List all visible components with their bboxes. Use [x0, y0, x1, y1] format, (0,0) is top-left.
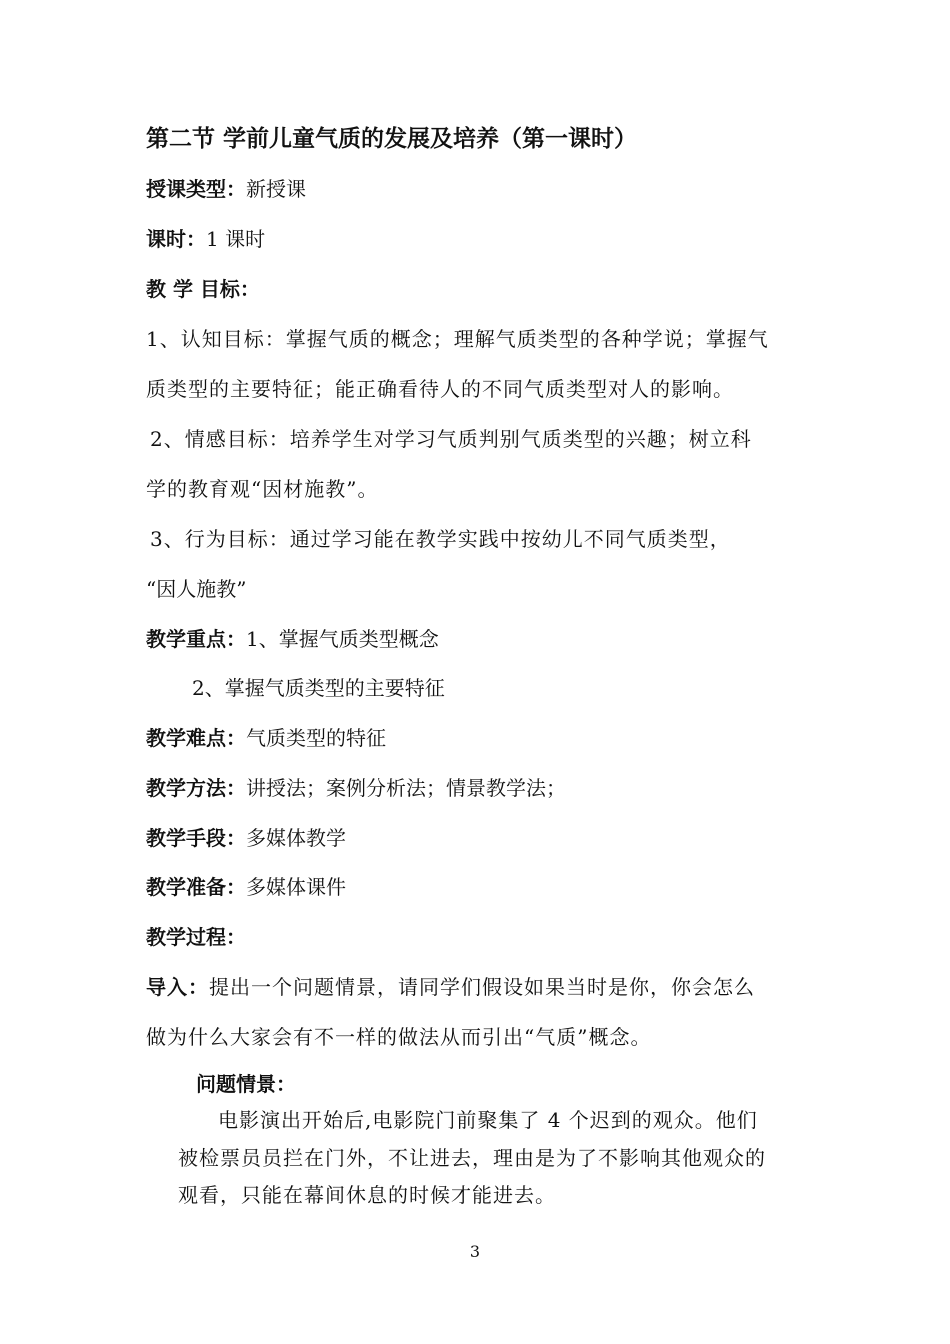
intro-text-1: 提出一个问题情景，请同学们假设如果当时是你，你会怎么 — [209, 975, 755, 999]
scenario-line-2: 被检票员员拦在门外，不让进去，理由是为了不影响其他观众的 — [178, 1146, 766, 1170]
difficulty-line — [146, 725, 386, 751]
objective-3-line-1: 3、行为目标：通过学习能在教学实践中按幼儿不同气质类型， — [150, 527, 731, 551]
objectives-heading: 教 学 目标： — [146, 277, 260, 301]
means-value: 多媒体教学 — [246, 826, 346, 850]
means-label: 教学手段： — [146, 826, 246, 850]
key-points-line — [146, 626, 439, 652]
difficulty-value: 气质类型的特征 — [246, 726, 386, 750]
hours-label: 课时： — [146, 227, 206, 251]
scenario-line-1: 电影演出开始后,电影院门前聚集了 4 个迟到的观众。他们 — [218, 1108, 758, 1132]
scenario-line-3: 观看，只能在幕间休息的时候才能进去。 — [178, 1183, 556, 1207]
key-point-2: 2、掌握气质类型的主要特征 — [192, 676, 445, 700]
means-line — [146, 825, 346, 851]
hours-value: 1 课时 — [206, 227, 266, 251]
methods-line — [146, 775, 566, 801]
intro-label: 导入： — [146, 975, 209, 999]
course-type-line — [146, 176, 306, 202]
preparation-label: 教学准备： — [146, 875, 246, 899]
methods-value: 讲授法；案例分析法；情景教学法； — [246, 776, 566, 800]
key-point-1: 1、掌握气质类型概念 — [246, 627, 439, 651]
course-type-label: 授课类型： — [146, 177, 246, 201]
preparation-value: 多媒体课件 — [246, 875, 346, 899]
methods-label: 教学方法： — [146, 776, 246, 800]
preparation-line — [146, 874, 346, 900]
key-points-label: 教学重点： — [146, 627, 246, 651]
course-type-value: 新授课 — [246, 177, 306, 201]
scenario-heading: 问题情景： — [196, 1072, 296, 1096]
objective-1-line-2: 质类型的主要特征；能正确看待人的不同气质类型对人的影响。 — [146, 377, 734, 401]
page-title: 第二节 学前儿童气质的发展及培养（第一课时） — [146, 126, 638, 152]
objective-1-line-1: 1、认知目标：掌握气质的概念；理解气质类型的各种学说；掌握气 — [146, 327, 769, 351]
objective-2-line-1: 2、情感目标：培养学生对学习气质判别气质类型的兴趣；树立科 — [150, 427, 752, 451]
objective-2-line-2: 学的教育观“因材施教”。 — [146, 477, 379, 501]
difficulty-label: 教学难点： — [146, 726, 246, 750]
page-number: 3 — [469, 1242, 481, 1261]
process-heading: 教学过程： — [146, 925, 246, 949]
intro-line-1 — [146, 974, 755, 1000]
intro-line-2: 做为什么大家会有不一样的做法从而引出“气质”概念。 — [146, 1025, 652, 1049]
hours-line — [146, 226, 265, 252]
objective-3-line-2: “因人施教” — [146, 577, 247, 601]
